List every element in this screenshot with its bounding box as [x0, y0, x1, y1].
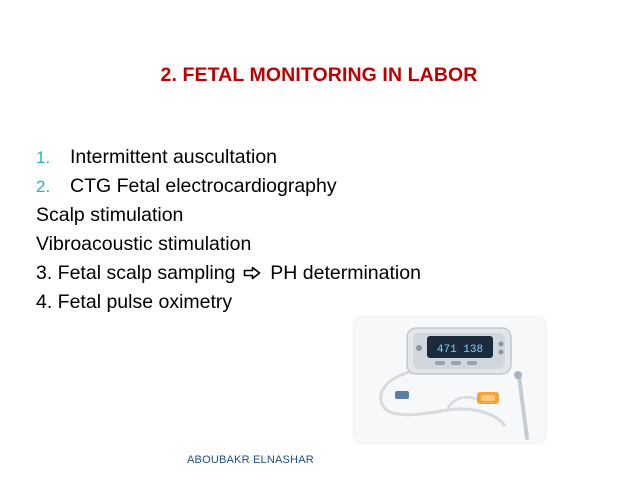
list-item: 4. Fetal pulse oximetry — [36, 291, 233, 313]
pulse-oximeter-illustration — [355, 318, 545, 442]
slide-title: 2. FETAL MONITORING IN LABOR — [160, 64, 478, 86]
list-text: PH determination — [270, 262, 421, 284]
list-item: Scalp stimulation — [36, 204, 184, 226]
right-arrow-icon — [243, 266, 261, 280]
list-number: 2. — [36, 177, 51, 196]
list-item: Vibroacoustic stimulation — [36, 233, 252, 255]
list-item — [36, 259, 596, 288]
footer-author: ABOUBAKR ELNASHAR — [187, 454, 314, 466]
list-text: CTG Fetal electrocardiography — [70, 175, 337, 197]
list-item — [36, 143, 596, 172]
list-number: 1. — [36, 148, 51, 167]
pulse-oximeter-image — [355, 318, 545, 442]
slide-content — [36, 143, 596, 317]
list-text: 3. Fetal scalp sampling — [36, 262, 236, 284]
list-item — [36, 172, 596, 201]
list-text: Intermittent auscultation — [70, 146, 278, 168]
device-screen-readout: 471 138 — [436, 344, 484, 356]
